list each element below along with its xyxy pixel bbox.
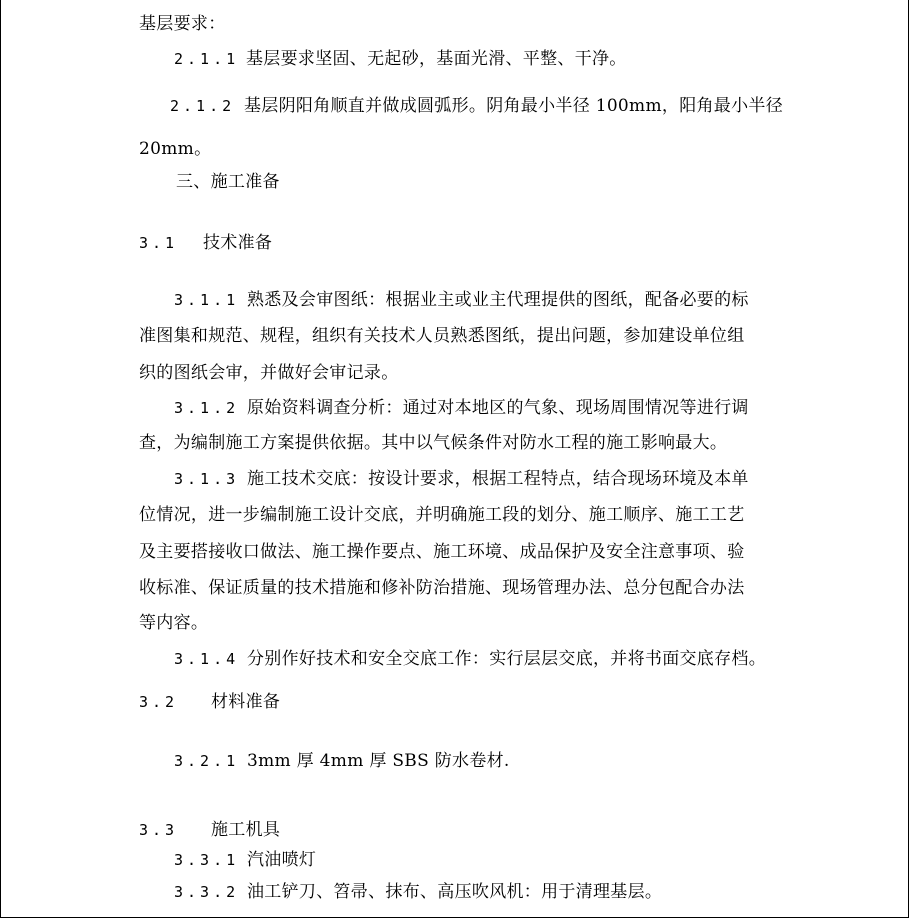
clause-number: 2.1.2 xyxy=(170,97,236,115)
clause-text: 汽油喷灯 xyxy=(247,850,317,870)
clause-number: 3.1.4 xyxy=(174,650,240,668)
heading-3-1 xyxy=(139,233,272,253)
clause-text: 油工铲刀、笤帚、抹布、高压吹风机：用于清理基层。 xyxy=(247,882,663,902)
heading-3-3 xyxy=(139,820,280,840)
clause-number: 3.3.1 xyxy=(174,851,240,869)
section-3-title: 三、施工准备 xyxy=(176,172,280,192)
clause-3-1-3 xyxy=(174,469,749,489)
clause-text: 基层要求坚固、无起砂，基面光滑、平整、干净。 xyxy=(246,49,627,69)
clause-number: 3.3.2 xyxy=(174,883,240,901)
clause-3-1-3-cont-1: 位情况，进一步编制施工设计交底，并明确施工段的划分、施工顺序、施工工艺 xyxy=(139,505,745,525)
clause-3-1-3-cont-4: 等内容。 xyxy=(139,613,209,633)
clause-number: 3.1 xyxy=(139,234,179,252)
clause-text: 基层阴阳角顺直并做成圆弧形。阴角最小半径 100mm，阳角最小半径 xyxy=(244,96,783,116)
clause-3-1-1-cont-1: 准图集和规范、规程，组织有关技术人员熟悉图纸，提出问题，参加建设单位组 xyxy=(139,326,745,346)
clause-3-1-1 xyxy=(174,290,749,310)
clause-text: 材料准备 xyxy=(211,692,281,712)
clause-2-1-2 xyxy=(170,96,783,116)
clause-3-3-2 xyxy=(174,882,662,902)
clause-2-1-1 xyxy=(174,49,627,69)
clause-number: 3.1.2 xyxy=(174,399,240,417)
clause-number: 3.2.1 xyxy=(174,752,240,770)
clause-3-1-4 xyxy=(174,649,766,669)
clause-number: 3.1.3 xyxy=(174,470,240,488)
clause-3-1-2 xyxy=(174,398,749,418)
clause-number: 3.3 xyxy=(139,821,179,839)
clause-text: 3mm 厚 4mm 厚 SBS 防水卷材. xyxy=(247,751,510,771)
clause-2-1-2-cont: 20mm。 xyxy=(139,139,212,159)
clause-3-1-3-cont-2: 及主要搭接收口做法、施工操作要点、施工环境、成品保护及安全注意事项、验 xyxy=(139,542,745,562)
clause-text: 熟悉及会审图纸：根据业主或业主代理提供的图纸，配备必要的标 xyxy=(247,290,749,310)
clause-text: 原始资料调查分析：通过对本地区的气象、现场周围情况等进行调 xyxy=(247,398,749,418)
clause-3-2-1 xyxy=(174,751,510,771)
clause-number: 2.1.1 xyxy=(174,50,240,68)
heading-base-requirements: 基层要求： xyxy=(139,14,226,34)
clause-text: 技术准备 xyxy=(203,233,273,253)
clause-3-1-1-cont-2: 织的图纸会审，并做好会审记录。 xyxy=(139,363,399,383)
heading-3-2 xyxy=(139,692,280,712)
clause-number: 3.1.1 xyxy=(174,291,240,309)
clause-text: 施工机具 xyxy=(211,820,281,840)
clause-3-1-3-cont-3: 收标准、保证质量的技术措施和修补防治措施、现场管理办法、总分包配合办法 xyxy=(139,578,745,598)
clause-number: 3.2 xyxy=(139,693,179,711)
clause-3-1-2-cont: 查，为编制施工方案提供依据。其中以气候条件对防水工程的施工影响最大。 xyxy=(139,433,728,453)
clause-text: 施工技术交底：按设计要求，根据工程特点，结合现场环境及本单 xyxy=(247,469,749,489)
clause-text: 分别作好技术和安全交底工作：实行层层交底，并将书面交底存档。 xyxy=(247,649,766,669)
clause-3-3-1 xyxy=(174,850,316,870)
